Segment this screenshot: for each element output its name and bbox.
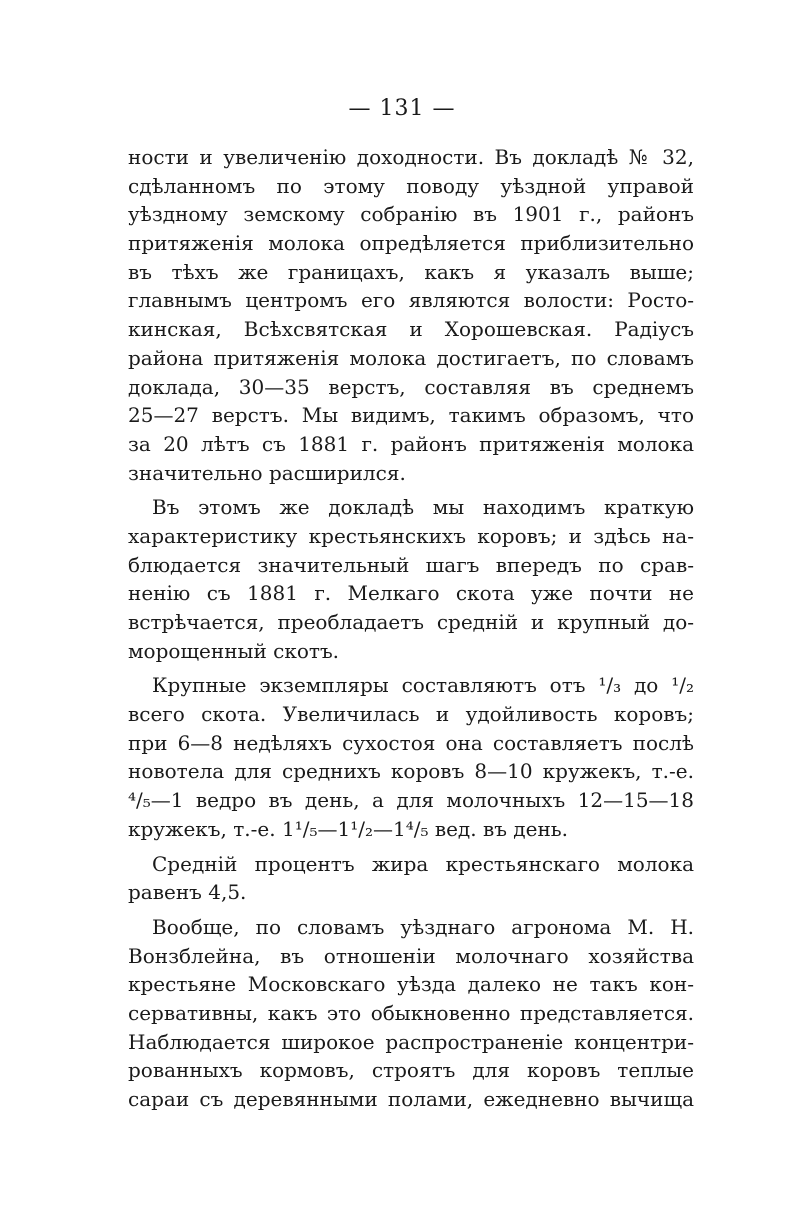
- text-line: крестьяне Московскаго уѣзда далеко не такъ кон-: [128, 972, 694, 997]
- text-line: Вообще, по словамъ уѣзднаго агронома М. Н.: [152, 914, 694, 939]
- paragraph: [128, 671, 694, 843]
- text-line: новотела для среднихъ коровъ 8—10 кружекъ, т.-е.: [128, 759, 694, 784]
- text-line: района притяженія молока достигаетъ, по словамъ: [128, 345, 694, 370]
- text-line: за 20 лѣтъ съ 1881 г. районъ притяженія молока: [128, 431, 694, 456]
- paragraph: [128, 850, 694, 907]
- text-line: Средній процентъ жира крестьянскаго молока: [152, 851, 694, 876]
- text-line: Въ этомъ же докладѣ мы находимъ краткую: [152, 495, 694, 520]
- text-line: при 6—8 недѣляхъ сухостоя она составляетъ послѣ: [128, 730, 694, 755]
- text-line: кружекъ, т.-е. 1¹/₅—1¹/₂—1⁴/₅ вед. въ день.: [128, 816, 569, 841]
- text-line: рованныхъ кормовъ, строятъ для коровъ теплые: [128, 1058, 694, 1083]
- text-line: кинская, Всѣхсвятская и Хорошевская. Радіусъ: [128, 317, 694, 342]
- text-line: ненію съ 1881 г. Мелкаго скота уже почти не: [128, 581, 694, 606]
- text-line: Наблюдается широкое распространеніе концентри-: [128, 1029, 694, 1054]
- text-line: сдѣланномъ по этому поводу уѣздной управой: [128, 173, 694, 198]
- text-line: уѣздному земскому собранію въ 1901 г., районъ: [128, 202, 694, 227]
- text-line: ности и увеличенію доходности. Въ докладѣ № 32,: [128, 145, 694, 169]
- text-line: Вонзблейна, въ отношеніи молочнаго хозяйства: [128, 943, 694, 968]
- body-text: [128, 143, 694, 1114]
- text-line: притяженія молока опредѣляется приблизительно: [128, 231, 694, 256]
- paragraph: [128, 493, 694, 665]
- page-number: — 131 —: [348, 96, 456, 121]
- text-line: всего скота. Увеличилась и удойливость коровъ;: [128, 702, 694, 727]
- text-line: значительно расширился.: [128, 460, 406, 485]
- text-line: равенъ 4,5.: [128, 880, 247, 905]
- text-line: въ тѣхъ же границахъ, какъ я указалъ выше;: [128, 259, 694, 284]
- text-line: сараи съ деревянными полами, ежедневно вычища: [128, 1087, 694, 1111]
- text-line: сервативны, какъ это обыкновенно представляется.: [128, 1000, 694, 1025]
- text-line: 25—27 верстъ. Мы видимъ, такимъ образомъ, что: [128, 403, 694, 428]
- text-line: встрѣчается, преобладаетъ средній и крупный до-: [128, 610, 694, 634]
- paragraph: [128, 913, 694, 1114]
- text-line: доклада, 30—35 верстъ, составляя въ среднемъ: [128, 374, 694, 399]
- paragraph: [128, 143, 694, 487]
- text-line: морощенный скотъ.: [128, 638, 340, 663]
- text-line: главнымъ центромъ его являются волости: Росто-: [128, 288, 694, 313]
- text-line: блюдается значительный шагъ впередъ по срав-: [128, 552, 694, 577]
- text-line: Крупные экземпляры составляютъ отъ ¹/₃ до ¹/₂: [152, 673, 694, 698]
- text-line: ⁴/₅—1 ведро въ день, а для молочныхъ 12—15—18: [128, 788, 694, 813]
- text-line: характеристику крестьянскихъ коровъ; и здѣсь на-: [128, 523, 694, 548]
